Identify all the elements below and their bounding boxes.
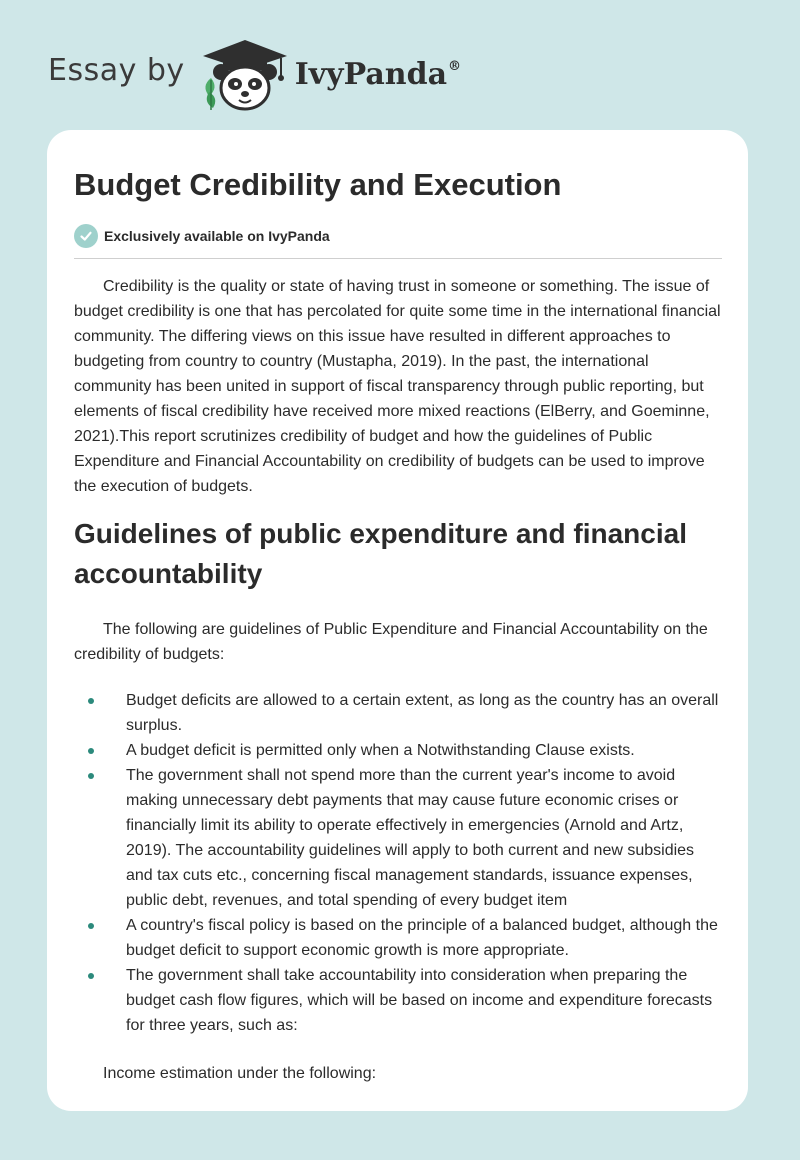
list-item [74,963,722,1038]
bullet-icon [88,748,94,754]
page-title: Budget Credibility and Execution [74,167,562,202]
intro-paragraph: Credibility is the quality or state of having trust in someone or something. The issue of budget credibility is one that has percolated for quite some time in the international financial community. The differing views on this issue have resulted in different approaches to budgeting from country to country (Mustapha, 2019). In the past, the international community has been united in support of fiscal transparency through public reporting, but elements of fiscal credibility have received more mixed reactions (ElBerry, and Goeminne, 2021).This report scrutinizes credibility of budget and how the guidelines of Public Expenditure and Financial Accountability on credibility of budgets can be used to improve the execution of budgets. [74,278,721,495]
list-item [74,763,722,913]
essay-by-label: Essay by [48,52,185,88]
check-icon [74,224,98,248]
exclusive-badge [74,223,722,249]
site-header [48,36,461,112]
list-item [74,738,722,763]
panda-graduate-icon[interactable] [199,36,291,112]
guidelines-list [74,688,722,1038]
bullet-icon [88,973,94,979]
list-item-text: A budget deficit is permitted only when a Notwithstanding Clause exists. [126,742,635,759]
brand-text: IvyPanda [294,56,448,92]
list-item-text: Budget deficits are allowed to a certain extent, as long as the country has an overall surplus. [126,692,719,734]
list-item-text: A country's fiscal policy is based on the principle of a balanced budget, although the budget deficit to support economic growth is more appropriate. [126,917,718,959]
exclusive-label: Exclusively available on IvyPanda [104,228,330,244]
brand-name[interactable] [295,57,461,92]
bullet-icon [88,923,94,929]
section-heading: Guidelines of public expenditure and financial accountability [74,518,687,589]
list-item [74,688,722,738]
list-item-text: The government shall take accountability into consideration when preparing the budget cash flow figures, which will be based on income and expenditure forecasts for three years, such as: [126,967,713,1034]
divider [74,258,722,259]
closing-paragraph: Income estimation under the following: [103,1065,377,1082]
essay-card [47,130,748,1111]
list-item-text: The government shall not spend more than the current year's income to avoid making unnecessary debt payments that may cause future economic crises or financially limit its ability to operate effectively in emergencies (Arnold and Artz, 2019). The accountability guidelines will apply to both current and new subsidies and tax cuts etc., concerning fiscal management standards, issuance expenses, public debt, revenues, and total spending of every budget item [126,767,695,909]
list-item [74,913,722,963]
section-intro-paragraph: The following are guidelines of Public Expenditure and Financial Accountability on the credibility of budgets: [74,621,708,663]
bullet-icon [88,698,94,704]
bullet-icon [88,773,94,779]
registered-mark: ® [448,58,462,74]
